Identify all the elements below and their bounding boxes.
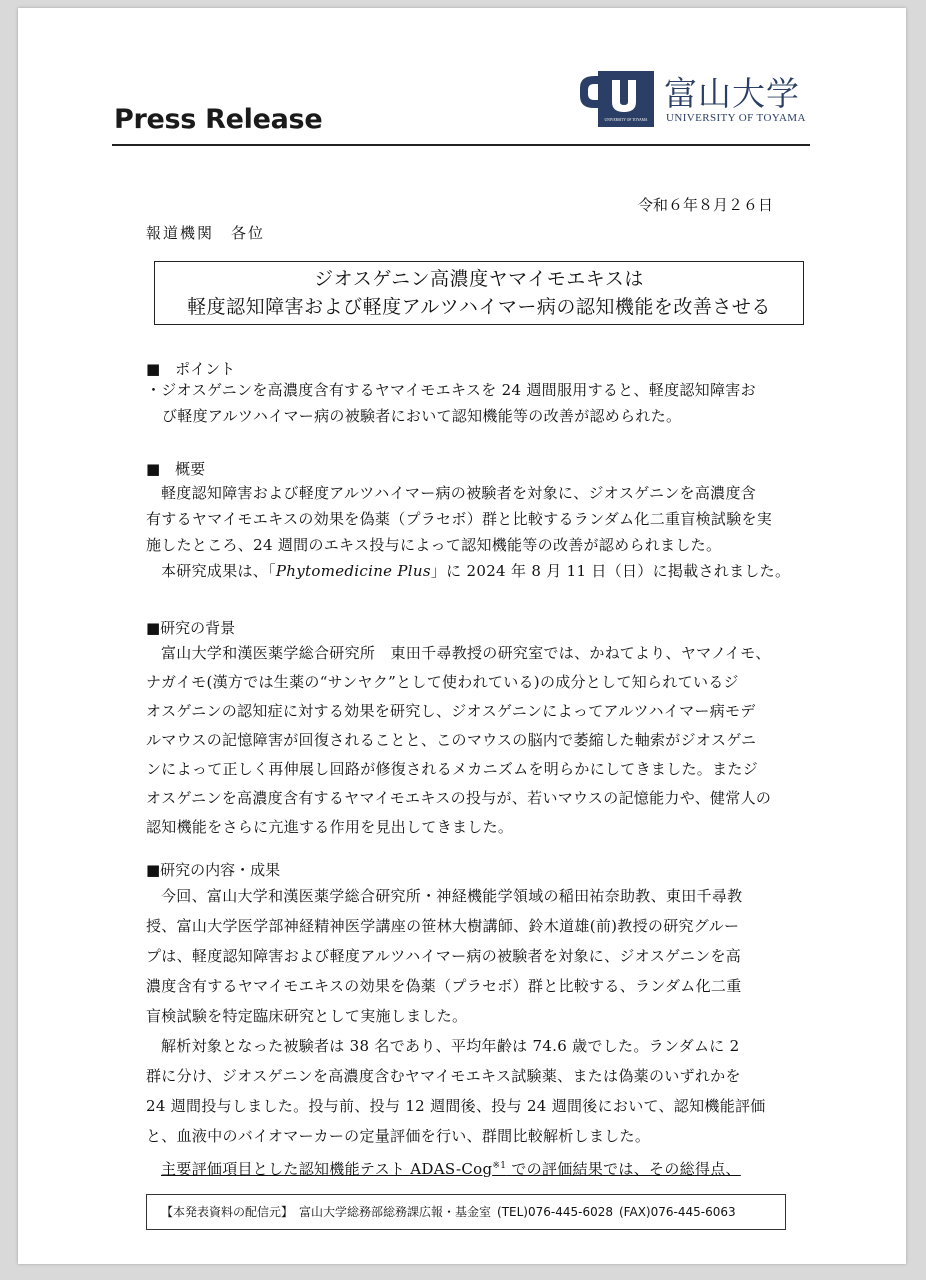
summary-line: 有するヤマイモエキスの効果を偽薬（プラセボ）群と比較するランダム化二重盲検試験を実	[146, 510, 773, 528]
background-line: ルマウスの記憶障害が回復されることと、このマウスの脳内で萎縮した軸索がジオスゲニ	[146, 731, 757, 749]
headline-box	[154, 261, 804, 325]
results-line: 今回、富山大学和漢医薬学総合研究所・神経機能学領域の稲田祐奈助教、東田千尋教	[161, 887, 743, 905]
summary-heading: ■ 概要	[146, 460, 206, 478]
document-page	[18, 8, 906, 1264]
results-line: 盲検試験を特定臨床研究として実施しました。	[146, 1007, 468, 1025]
results-line: 濃度含有するヤマイモエキスの効果を偽薬（プラセボ）群と比較する、ランダム化二重	[146, 977, 742, 995]
points-body	[146, 377, 796, 429]
university-name-jp: 富山大学	[664, 74, 800, 113]
background-line: オスゲニンを高濃度含有するヤマイモエキスの投与が、若いマウスの記憶能力や、健常人の	[146, 789, 772, 807]
points-heading: ■ ポイント	[146, 360, 236, 378]
background-line: ンによって正しく再伸展し回路が修復されるメカニズムを明らかにしてきました。またジ	[146, 760, 759, 778]
summary-line: 軽度認知障害および軽度アルツハイマー病の被験者を対象に、ジオスゲニンを高濃度含	[161, 484, 757, 502]
header-rule	[112, 144, 810, 146]
results-line: 授、富山大学医学部神経精神医学講座の笹林大樹講師、鈴木道雄(前)教授の研究グルー	[146, 917, 740, 935]
background-line: 認知機能をさらに亢進する作用を見出してきました。	[146, 818, 514, 836]
results-line: と、血液中のバイオマーカーの定量評価を行い、群間比較解析しました。	[146, 1127, 651, 1145]
summary-line: 施したところ、24 週間のエキス投与によって認知機能等の改善が認められました。	[146, 536, 722, 554]
headline-line-1: ジオスゲニン高濃度ヤマイモエキスは	[314, 268, 644, 290]
journal-name: Phytomedicine Plus	[275, 562, 431, 580]
press-release-title: Press Release	[114, 104, 323, 135]
footer-label: 【本発表資料の配信元】	[161, 1205, 294, 1219]
logo-mark-text: UNIVERSITY OF TOYAMA	[604, 118, 648, 122]
university-name-en: UNIVERSITY OF TOYAMA	[666, 112, 806, 124]
results-body	[146, 881, 796, 1181]
points-line: び軽度アルツハイマー病の被験者において認知機能等の改善が認められた。	[162, 407, 682, 425]
results-last-suffix: での評価結果では、その総得点、	[506, 1160, 741, 1178]
results-last-prefix: 主要評価項目とした認知機能テスト ADAS-Cog	[161, 1160, 493, 1178]
results-last-line	[146, 1151, 796, 1181]
summary-body	[146, 480, 796, 584]
release-date: 令和６年８月２６日	[638, 196, 774, 214]
results-heading: ■研究の内容・成果	[146, 861, 281, 879]
publication-prefix: 本研究成果は、「	[161, 562, 276, 580]
background-heading: ■研究の背景	[146, 619, 236, 637]
background-line: 富山大学和漢医薬学総合研究所 東田千尋教授の研究室では、かねてより、ヤマノイモ、	[161, 644, 771, 662]
footer-fax: (FAX)076-445-6063	[619, 1205, 736, 1219]
footer-office: 富山大学総務部総務課広報・基金室	[299, 1205, 492, 1219]
footer-tel: (TEL)076-445-6028	[497, 1205, 613, 1219]
recipients: 報道機関 各位	[146, 224, 266, 242]
footnote-marker: ※1	[492, 1161, 507, 1171]
university-logo-icon	[578, 68, 658, 130]
results-line: プは、軽度認知障害および軽度アルツハイマー病の被験者を対象に、ジオスゲニンを高	[146, 947, 742, 965]
points-line: ・ジオスゲニンを高濃度含有するヤマイモエキスを 24 週間服用すると、軽度認知障害お	[146, 381, 756, 399]
background-body	[146, 639, 796, 842]
results-line: 24 週間投与しました。投与前、投与 12 週間後、投与 24 週間後において、認知機能評価	[146, 1097, 766, 1115]
publication-line	[146, 558, 796, 584]
publication-suffix: 」に 2024 年 8 月 11 日（日）に掲載されました。	[430, 562, 791, 580]
background-line: ナガイモ(漢方では生薬の“サンヤク”として使われている)の成分として知られているジ	[146, 673, 739, 691]
headline-line-2: 軽度認知障害および軽度アルツハイマー病の認知機能を改善させる	[187, 296, 771, 318]
background-line: オスゲニンの認知症に対する効果を研究し、ジオスゲニンによってアルツハイマー病モデ	[146, 702, 756, 720]
contact-footer	[146, 1194, 786, 1230]
results-line: 群に分け、ジオスゲニンを高濃度含むヤマイモエキス試験薬、または偽薬のいずれかを	[146, 1067, 741, 1085]
results-line: 解析対象となった被験者は 38 名であり、平均年齢は 74.6 歳でした。ランダムに 2	[161, 1037, 740, 1055]
